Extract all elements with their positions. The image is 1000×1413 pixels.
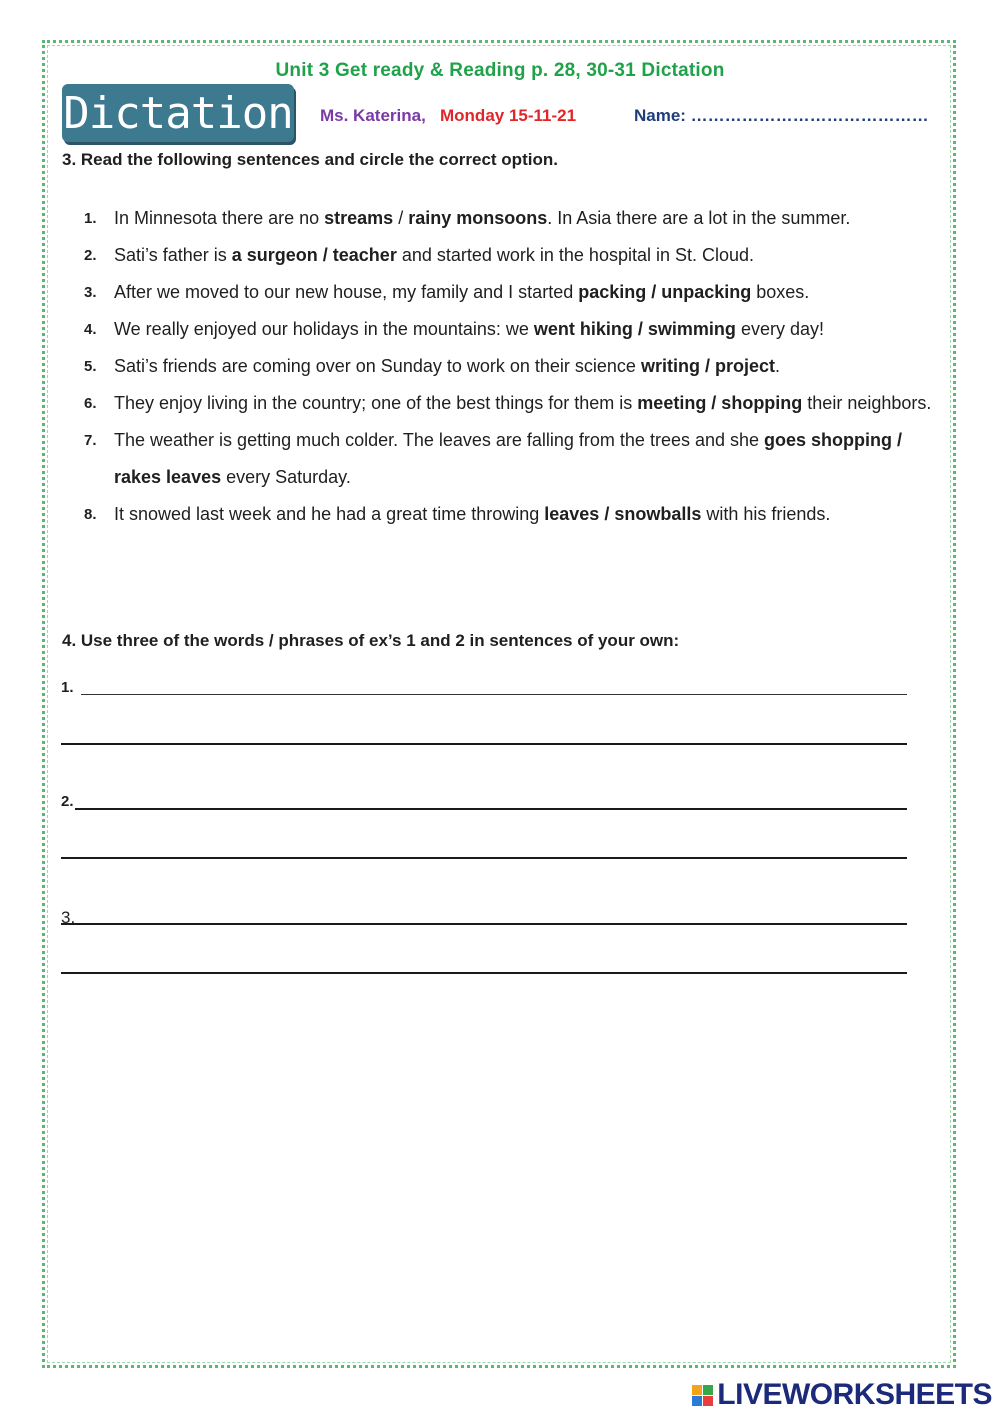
option-choice[interactable]: a surgeon (231, 245, 318, 265)
sentence-item (84, 496, 954, 533)
teacher-name: Ms. Katerina, (320, 106, 426, 125)
sentence-number: 5. (84, 358, 97, 375)
option-choice[interactable]: went hiking / swimming (533, 319, 736, 339)
sentence-item (84, 385, 954, 422)
sentence-item (84, 422, 954, 496)
sentence-text: They enjoy living in the country; one of the best things for them is meeting / shopping their neighbors. (114, 393, 932, 413)
sentence-number: 4. (84, 321, 97, 338)
sentence-text: We really enjoyed our holidays in the mountains: we went hiking / swimming every day! (114, 319, 824, 339)
sentence-item (84, 237, 954, 274)
sentence-number: 1. (84, 210, 97, 227)
exercise-3-heading: 3. Read the following sentences and circle the correct option. (62, 150, 558, 169)
name-field[interactable]: Name: …………………………………… (634, 106, 929, 125)
sentence-number: 8. (84, 506, 97, 523)
option-choice[interactable]: writing / project (640, 356, 775, 376)
liveworksheets-brand (692, 1378, 992, 1412)
sentence-text: Sati’s father is a surgeon / teacher and started work in the hospital in St. Cloud. (114, 245, 755, 265)
option-choice[interactable]: packing / unpacking (578, 282, 752, 302)
liveworksheets-wordmark: LIVEWORKSHEETS (717, 1378, 992, 1411)
option-choice[interactable]: / (317, 245, 333, 265)
sentence-text: The weather is getting much colder. The leaves are falling from the trees and she goes shopping / rakes leaves every Saturday. (114, 430, 903, 487)
sentence-number: 2. (84, 247, 97, 264)
logo-square-green (703, 1385, 713, 1395)
answer-label-3: 3. (61, 908, 76, 927)
exercise-3-list (84, 200, 954, 533)
worksheet-date: Monday 15-11-21 (440, 106, 577, 125)
sentence-text: It snowed last week and he had a great time throwing leaves / snowballs with his friends. (114, 504, 831, 524)
option-choice[interactable]: meeting / shopping (637, 393, 803, 413)
answer-label-1: 1. (61, 679, 74, 696)
answer-line-3b[interactable] (61, 972, 907, 974)
sentence-item (84, 311, 954, 348)
sentence-item (84, 200, 954, 237)
sentence-item (84, 274, 954, 311)
logo-square-red (703, 1396, 713, 1406)
option-choice[interactable]: streams (324, 208, 394, 228)
sentence-number: 7. (84, 432, 97, 449)
sentence-number: 6. (84, 395, 97, 412)
sentence-item (84, 348, 954, 385)
sentence-text: In Minnesota there are no streams / rainy monsoons. In Asia there are a lot in the summer. (114, 208, 851, 228)
answer-line-3a[interactable] (61, 923, 907, 925)
answer-line-1b[interactable] (61, 743, 907, 745)
answer-line-2b[interactable] (61, 857, 907, 859)
sentence-text: After we moved to our new house, my family and I started packing / unpacking boxes. (114, 282, 810, 302)
answer-label-2: 2. (61, 793, 74, 810)
worksheet-title: Unit 3 Get ready & Reading p. 28, 30-31 Dictation (275, 60, 725, 81)
sentence-text: Sati’s friends are coming over on Sunday to work on their science writing / project. (114, 356, 780, 376)
dictation-logo (62, 84, 294, 142)
exercise-4-heading: 4. Use three of the words / phrases of ex’s 1 and 2 in sentences of your own: (62, 631, 680, 650)
sentence-number: 3. (84, 284, 97, 301)
logo-square-blue (692, 1396, 702, 1406)
option-choice[interactable]: goes shopping / rakes leaves (114, 430, 903, 487)
answer-line-1a[interactable] (81, 694, 907, 695)
dictation-logo-text: Dictation (63, 87, 293, 139)
logo-square-orange (692, 1385, 702, 1395)
answer-line-2a[interactable] (75, 808, 907, 810)
option-choice[interactable]: rainy monsoons (408, 208, 548, 228)
option-choice[interactable]: teacher (332, 245, 397, 265)
liveworksheets-logo-icon (692, 1385, 713, 1406)
option-choice[interactable]: leaves / snowballs (544, 504, 702, 524)
